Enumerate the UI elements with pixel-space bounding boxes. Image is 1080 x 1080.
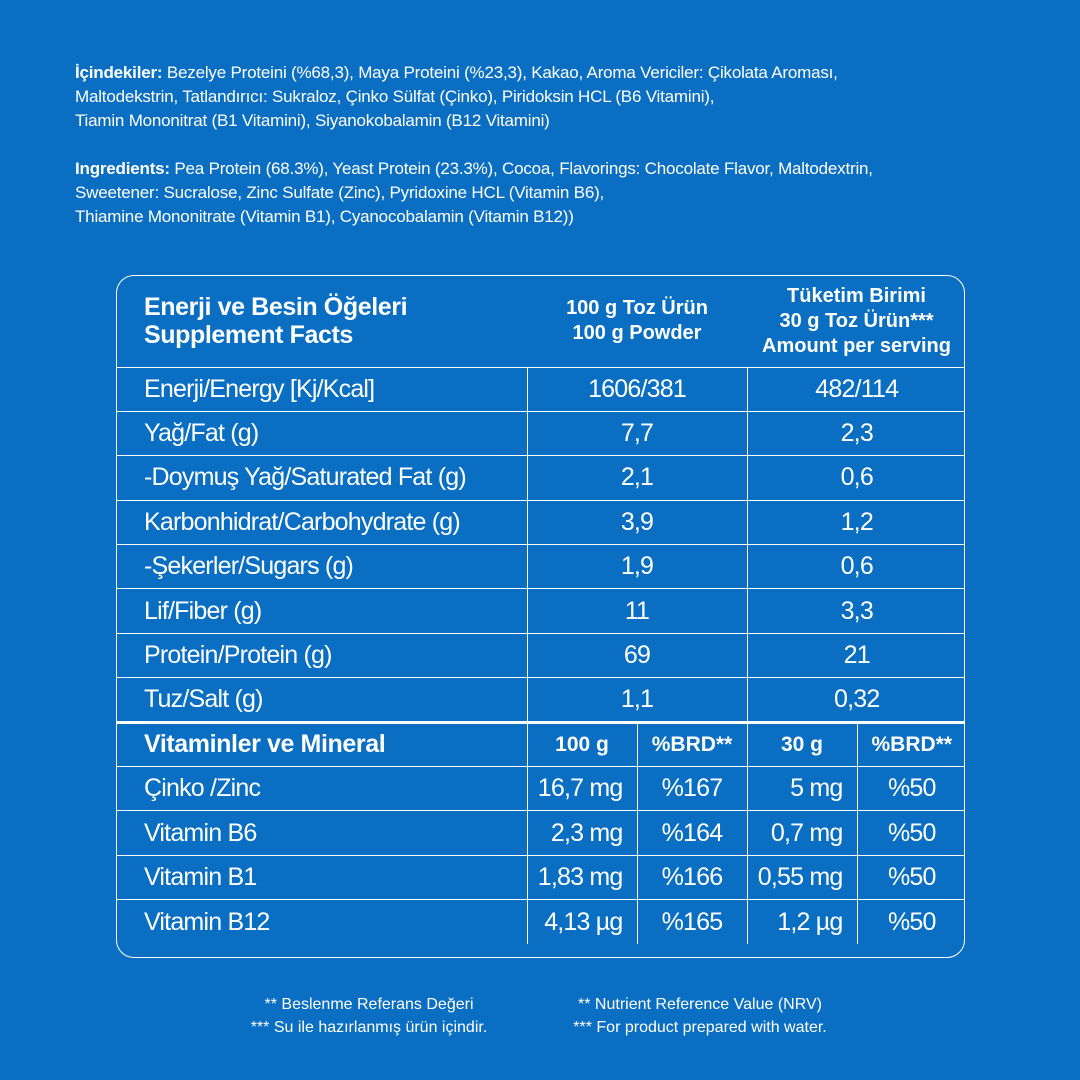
vitamins-title: Vitaminler ve Mineral xyxy=(117,722,527,766)
vitamin-amount-100g: 16,7 mg xyxy=(527,767,637,811)
nutrient-per-serving: 0,6 xyxy=(747,545,965,589)
nutrient-per-100g: 1,1 xyxy=(527,678,747,722)
vitamin-brd-100g: %164 xyxy=(637,811,747,855)
vitamin-row xyxy=(117,767,965,811)
footnote-water-en: *** For product prepared with water. xyxy=(573,1019,827,1036)
footnote-nrv-tr: ** Beslenme Referans Değeri xyxy=(264,996,474,1013)
vitamin-brd-100g: %165 xyxy=(637,900,747,944)
nutrient-name: Tuz/Salt (g) xyxy=(117,678,527,722)
nutrient-row xyxy=(117,545,965,589)
nutrient-per-serving: 2,3 xyxy=(747,411,965,455)
ingredients-en-line: Sweetener: Sucralose, Zinc Sulfate (Zinc), Pyridoxine HCL (Vitamin B6), xyxy=(75,183,605,202)
nutrient-per-100g: 11 xyxy=(527,589,747,633)
vitamin-amount-100g: 4,13 µg xyxy=(527,900,637,944)
vitamin-row xyxy=(117,855,965,899)
ingredients-english xyxy=(75,157,1035,229)
vitamin-amount-30g: 1,2 µg xyxy=(747,900,857,944)
vitamin-brd-100g: %167 xyxy=(637,767,747,811)
vitamin-name: Çinko /Zinc xyxy=(117,767,527,811)
ingredients-tr-line: Bezelye Proteini (%68,3), Maya Proteini (%23,3), Kakao, Aroma Vericiler: Çikolata Aroması, xyxy=(162,63,838,82)
nutrient-row xyxy=(117,589,965,633)
nutrient-per-100g: 69 xyxy=(527,633,747,677)
nutrient-per-serving: 482/114 xyxy=(747,367,965,411)
vitamin-amount-30g: 0,7 mg xyxy=(747,811,857,855)
nutrient-name: Enerji/Energy [Kj/Kcal] xyxy=(117,367,527,411)
vitamin-brd-30g: %50 xyxy=(857,767,965,811)
nutrient-name: Lif/Fiber (g) xyxy=(117,589,527,633)
vitamin-name: Vitamin B1 xyxy=(117,855,527,899)
vitamin-name: Vitamin B12 xyxy=(117,900,527,944)
vitamin-amount-100g: 1,83 mg xyxy=(527,855,637,899)
nutrient-row xyxy=(117,456,965,500)
vitamins-column-30g: 30 g xyxy=(747,722,857,766)
nutrient-row xyxy=(117,678,965,722)
footnote-nrv-en: ** Nutrient Reference Value (NRV) xyxy=(578,996,822,1013)
ingredients-tr-line: Maltodekstrin, Tatlandırıcı: Sukraloz, Çinko Sülfat (Çinko), Piridoksin HCL (B6 Vitamini), xyxy=(75,87,715,106)
nutrient-row xyxy=(117,411,965,455)
table-header-row xyxy=(117,276,965,367)
vitamin-name: Vitamin B6 xyxy=(117,811,527,855)
footnotes-english xyxy=(550,993,850,1039)
ingredients-en-label: Ingredients: xyxy=(75,159,170,178)
nutrient-name: Yağ/Fat (g) xyxy=(117,411,527,455)
vitamin-amount-30g: 5 mg xyxy=(747,767,857,811)
nutrient-per-100g: 1,9 xyxy=(527,545,747,589)
nutrient-name: -Doymuş Yağ/Saturated Fat (g) xyxy=(117,456,527,500)
ingredients-en-line: Thiamine Mononitrate (Vitamin B1), Cyanocobalamin (Vitamin B12)) xyxy=(75,207,574,226)
column-header-per-serving: Tüketim Birimi 30 g Toz Ürün*** Amount per serving xyxy=(762,284,951,357)
nutrient-row xyxy=(117,500,965,544)
vitamin-brd-30g: %50 xyxy=(857,900,965,944)
nutrient-per-serving: 3,3 xyxy=(747,589,965,633)
vitamin-amount-30g: 0,55 mg xyxy=(747,855,857,899)
vitamin-brd-100g: %166 xyxy=(637,855,747,899)
nutrient-name: -Şekerler/Sugars (g) xyxy=(117,545,527,589)
nutrient-per-100g: 2,1 xyxy=(527,456,747,500)
nutrient-name: Protein/Protein (g) xyxy=(117,633,527,677)
nutrient-per-serving: 0,32 xyxy=(747,678,965,722)
nutrient-per-100g: 7,7 xyxy=(527,411,747,455)
vitamin-brd-30g: %50 xyxy=(857,811,965,855)
vitamin-row xyxy=(117,811,965,855)
nutrient-row xyxy=(117,367,965,411)
vitamins-header-row xyxy=(117,722,965,766)
ingredients-tr-line: Tiamin Mononitrat (B1 Vitamini), Siyanokobalamin (B12 Vitamini) xyxy=(75,111,550,130)
nutrient-per-serving: 21 xyxy=(747,633,965,677)
nutrient-per-100g: 1606/381 xyxy=(527,367,747,411)
footnotes-turkish xyxy=(236,993,502,1039)
nutrient-per-serving: 1,2 xyxy=(747,500,965,544)
ingredients-turkish xyxy=(75,61,1035,133)
supplement-facts-table xyxy=(116,275,965,958)
ingredients-en-line: Pea Protein (68.3%), Yeast Protein (23.3%), Cocoa, Flavorings: Chocolate Flavor, Maltodextrin, xyxy=(169,159,873,178)
vitamin-amount-100g: 2,3 mg xyxy=(527,811,637,855)
vitamins-column-brd-100g: %BRD** xyxy=(637,722,747,766)
footnote-water-tr: *** Su ile hazırlanmış ürün içindir. xyxy=(250,1019,488,1036)
column-header-per-100g: 100 g Toz Ürün 100 g Powder xyxy=(566,297,708,345)
vitamins-column-100g: 100 g xyxy=(527,722,637,766)
vitamin-row xyxy=(117,900,965,944)
vitamin-brd-30g: %50 xyxy=(857,855,965,899)
ingredients-tr-label: İçindekiler: xyxy=(75,63,163,82)
nutrient-row xyxy=(117,633,965,677)
nutrient-per-serving: 0,6 xyxy=(747,456,965,500)
table-title: Enerji ve Besin Öğeleri Supplement Facts xyxy=(144,293,408,350)
vitamins-column-brd-30g: %BRD** xyxy=(857,722,965,766)
nutrient-name: Karbonhidrat/Carbohydrate (g) xyxy=(117,500,527,544)
nutrient-per-100g: 3,9 xyxy=(527,500,747,544)
